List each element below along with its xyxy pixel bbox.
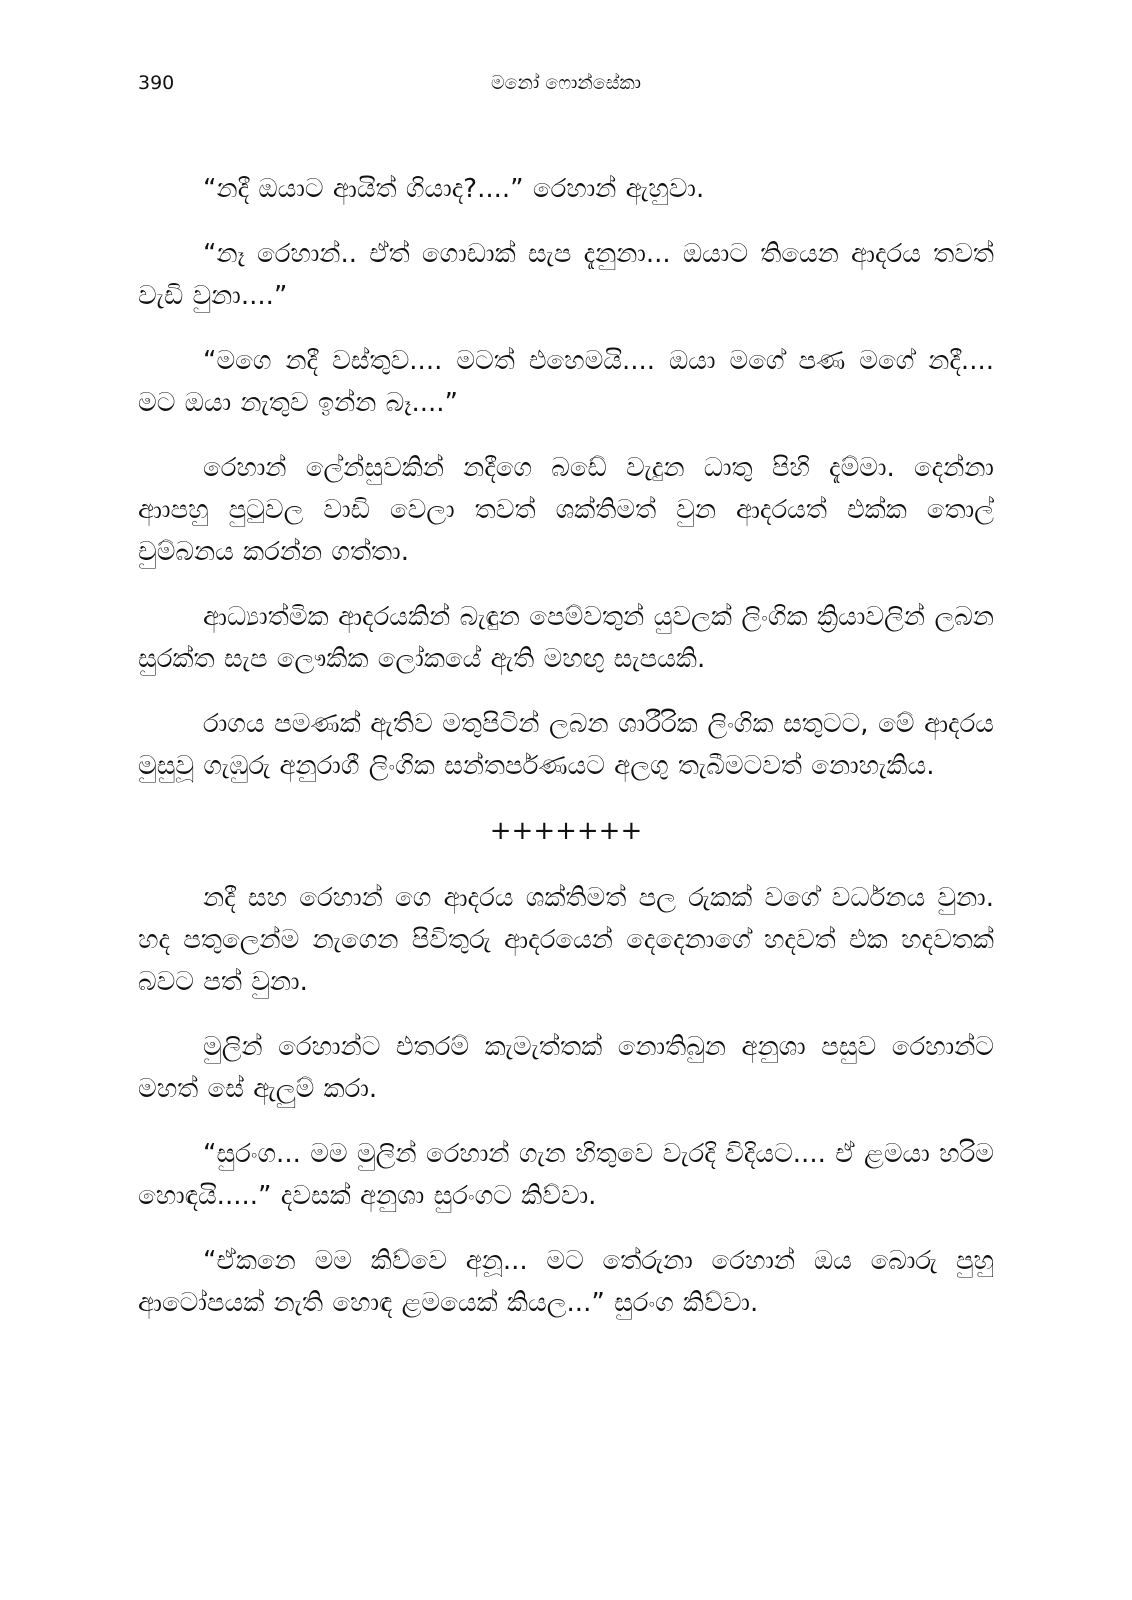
body-text [138,168,994,1347]
paragraph: රෙහාන් ලේන්සුවකින් නදීගෙ බඩේ වැදුන ධාතු පිහි දැම්මා. දෙන්නා ආාපහු පුටුවල වාඩි වෙලා තවත් ශක්තිමත් වුන ආදරයත් එක්ක තොල් චුම්බනය කරන්න ගත්තා. [138,453,994,567]
page-number: 390 [138,72,175,94]
paragraph: රාගය පමණක් ඇතිව මතුපිටින් ලබන ශාරීරික ලිංගික සතුටට, මේ ආදරය මුසුවූ ගැඹුරු අනුරාගී ලිංගික සන්තර්පණයට අලගු තැබීමටවත් නොහැකිය. [138,709,994,781]
paragraph: “මගෙ නදී වස්තුව.... මටත් එහෙමයි.... ඔයා මගේ පණ මගේ නදී.... මට ඔයා නැතුව ඉන්න බෑ....” [138,346,994,418]
paragraph: නදී සහ රෙහාන් ගෙ ආදරය ශක්තිමත් පල රුකක් වගේ වර්ධනය වුනා. හද පතුලෙන්ම නැගෙන පිවිතුරු ආදරයෙන් දෙදෙනාගේ හදවත් එක හදවතක් බවට පත් වුනා. [138,883,994,997]
paragraph: “නෑ රෙහාන්.. ඒත් ගොඩාක් සැප දැනුනා... ඔයාට තියෙන ආදරය තවත් වැඩි වුනා....” [138,239,994,311]
paragraph: “සුරංග... මම මුලින් රෙහාන් ගැන හිතුවෙ වැරදි විදියට.... ඒ ළමයා හරිම හොඳයි.....” දවසක් අනුශා සුරංගට කිව්වා. [138,1139,994,1211]
section-separator: +++++++ [489,816,643,846]
paragraph: මුලින් රෙහාන්ට එතරම් කැමැත්තක් නොතිබුන අනුශා පසුව රෙහාන්ට මහත් සේ ඇලුම් කරා. [138,1032,994,1104]
paragraph: ආධ්‍යාත්මික ආදරයකින් බැඳුන පෙම්වතුන් යුවලක් ලිංගික ක්‍රියාවලින් ලබන සුරක්ත සැප ලෞකික ලෝකයේ ඇති මහඟු සැපයකි. [138,602,994,674]
running-head-author: මනෝ ෆොන්සේකා [490,72,642,94]
page-header [138,68,994,102]
paragraph: “නදී ඔයාට ආයිත් ගියාද?....” රෙහාන් ඇහුවා. [203,174,705,204]
paragraph: “ඒකනෙ මම කිව්වෙ අනූ... මට තේරුනා රෙහාන් ඔය බොරු පුහු ආටෝපයක් නැති හොඳ ළමයෙක් කියල...” සුරංග කිව්වා. [138,1246,994,1318]
